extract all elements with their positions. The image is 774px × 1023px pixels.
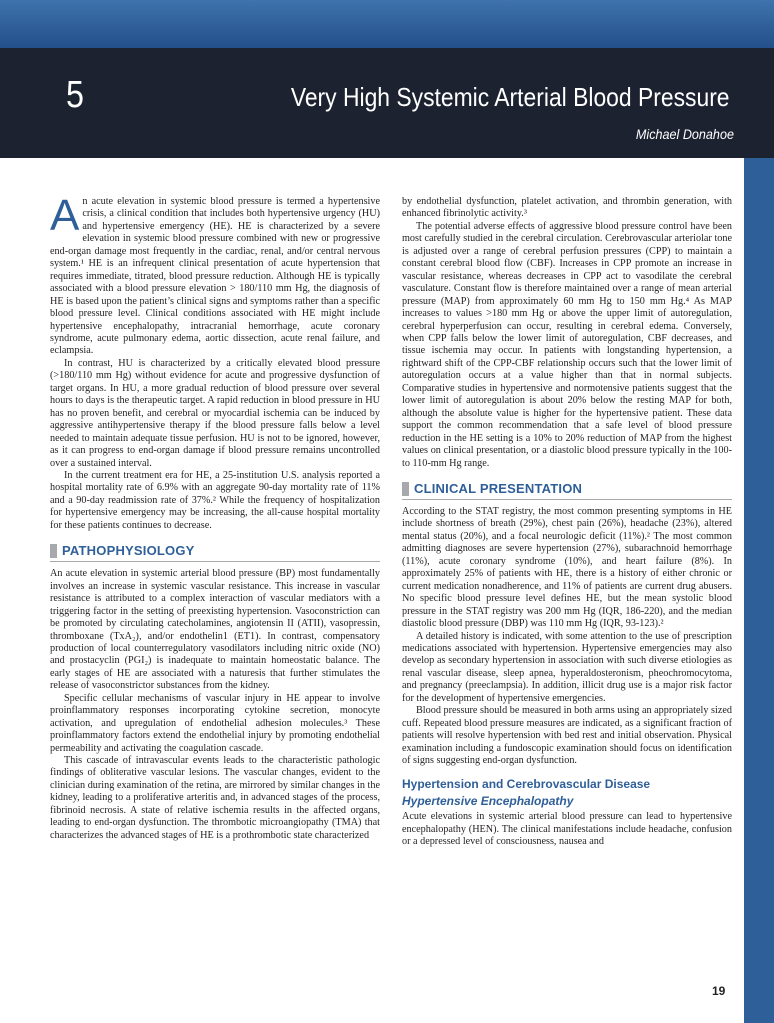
body-paragraph: Acute elevations in systemic arterial blood pressure can lead to hypertensive encephalopathy (HEN). The clinical manifestations include headache, confusion or a depressed level of consciousness, nausea and	[402, 811, 732, 848]
intro-text: n acute elevation in systemic blood pressure is termed a hypertensive crisis, a clinical condition that includes both hypertensive urgency (HU) and hypertensive emergency (HE). HE is characterized by a severe elevation in systemic blood pressure combined with new or progressive end-organ damage most frequently in the cardiac, renal, and/or central nervous system.¹ HE is an infrequent clinical presentation of acute hypertension that requires immediate, titrated, blood pressure reduction. Although HE is typically associated with a blood pressure elevation > 180/110 mm Hg, the diagnosis of HE is based upon the patient’s clinical signs and symptoms rather than a specific blood pressure level. Clinical conditions associated with HE might include hypertensive encephalopathy, intracranial hemorrhage, acute coronary syndrome, acute pulmonary edema, aortic dissection, acute renal failure, and eclampsia.	[50, 196, 380, 357]
section-marker	[50, 544, 57, 558]
subheading: Hypertension and Cerebrovascular Disease	[402, 777, 651, 792]
body-paragraph: Blood pressure should be measured in both arms using an appropriately sized cuff. Repeated blood pressure measures are indicated, as a significant fraction of patients will resolve hypertension with bed rest and initial observation. Physical examination including a fundoscopic examination should focus on identification of signs suggesting end-organ dysfunction.	[402, 705, 732, 767]
section-marker	[402, 482, 409, 496]
left-column	[50, 191, 380, 842]
sub-subheading: Hypertensive Encephalopathy	[402, 794, 574, 809]
section-heading-pathophysiology	[50, 544, 380, 558]
page-number: 19	[712, 984, 726, 998]
right-column	[402, 196, 732, 849]
section-rule	[402, 499, 732, 500]
drop-cap: A	[50, 191, 80, 240]
page-edge-tab	[744, 158, 774, 1023]
top-color-band	[0, 0, 774, 48]
body-paragraph: In contrast, HU is characterized by a critically elevated blood pressure (>180/110 mm Hg) without evidence for acute and progressive dysfunction of target organs. In HU, a more gradual reduction of blood pressure over several hours to days is the therapeutic target. A rapid reduction in blood pressure in HU has no proven benefit, and cerebral or myocardial ischemia can be induced by aggressive antihypertensive therapy if the blood pressure falls below a level needed to maintain adequate tissue perfusion. HU is not to be ignored, however, as it can progress to end-organ damage if blood pressure remains uncontrolled over a sustained interval.	[50, 357, 380, 469]
chapter-author: Michael Donahoe	[635, 126, 734, 142]
body-paragraph: In the current treatment era for HE, a 25-institution U.S. analysis reported a hospital mortality rate of 6.9% with an aggregate 90-day mortality rate of 11% and a 90-day readmission rate of 37%.² While the frequency of hospitalization for hypertensive emergency may be increasing, the all-cause hospital mortality for these patients continues to decrease.	[50, 469, 380, 531]
section-heading-clinical-presentation	[402, 482, 732, 496]
section-title: PATHOPHYSIOLOGY	[62, 543, 195, 559]
body-paragraph: According to the STAT registry, the most common presenting symptoms in HE include shortness of breath (29%), chest pain (26%), headache (23%), altered mental status (20%), and a focal neurologic deficit (11%).² The most common admitting diagnoses are severe hypertension (27%), subarachnoid hemorrhage (11%), acute coronary syndrome (10%), and heart failure (8%). In approximately 25% of patients with HE, there is a history of either chronic or current medication nonadherence, and 11% of patients are current drug abusers. No specific blood pressure level defines HE, but the mean systolic blood pressure in the STAT registry was 200 mm Hg (IQR, 186-220), and the median diastolic blood pressure (DBP) was 110 mm Hg (IQR, 93-123).²	[402, 505, 732, 630]
body-paragraph: An acute elevation in systemic arterial blood pressure (BP) most fundamentally involves an increase in systemic vascular resistance. This increase in vascular resistance is attributed to a complex interaction of vascular mediators with a triggering factor in the setting of preexisting hypertension. Vasoconstriction can be promoted by circulating catecholamines, angiotensin II (ATII), vasopressin, thromboxane (TxA₂), and/or endothelin1 (ET1). In contrast, compensatory production of local counterregulatory vasodilators including nitric oxide (NO) and prostacyclin (PGI₂) is inadequate to maintain homeostatic balance. The early stages of HE are associated with a naturesis that further stimulates the release of vasoconstrictor substances from the kidney.	[50, 568, 380, 692]
intro-paragraph	[50, 191, 380, 358]
body-paragraph: by endothelial dysfunction, platelet activation, and thrombin generation, with enhanced fibrinolytic activity.³	[402, 196, 732, 220]
section-title: CLINICAL PRESENTATION	[414, 480, 583, 496]
body-paragraph: A detailed history is indicated, with some attention to the use of prescription medications associated with hypertension. Hypertensive emergencies may also develop as secondary hypertension in association with such diverse etiologies as renal vascular disease, sleep apnea, hyperaldosteronism, pheochromocytoma, and pregnancy (preeclampsia). In addition, illicit drug use is a major risk factor for the development of hypertensive emergencies.	[402, 630, 732, 704]
body-paragraph: The potential adverse effects of aggressive blood pressure control have been most carefully studied in the cerebral circulation. Cerebrovascular arteriolar tone is adjusted over a range of cerebral perfusion pressures (CPP) to maintain a constant cerebral blood flow (CBF). Increases in CPP promote an increase in vascular resistance, whereas decreases in CPP act to vasodilate the cerebral vasculature. Constant flow is therefore maintained over a range of mean arterial pressure (MAP) from approximately 60 mm Hg to 150 mm Hg.⁴ As MAP increases to values >180 mm Hg or above the upper limit of autoregulation, cerebral hyperperfusion can occur, resulting in cerebral edema. Conversely, when CPP falls below the lower limit of autoregulation, CBF decreases, and tissue ischemia may occur. In patients with longstanding hypertension, a rightward shift of the CPP-CBF relationship occurs such that the lower limit of autoregulation occurs at a value higher than that in normal subjects. Comparative studies in hypertensive and normotensive patients suggest that the lower limit of autoregulation is about 20% below the resting MAP for both, although the absolute value is higher for the hypertensive patient. These data support the common recommendation that a safe level of blood pressure reduction in the HE setting is a 10% to 20% reduction of MAP from the highest values on clinical presentation, or a diastolic blood pressure typically in the 100- to 110-mm Hg range.	[402, 220, 732, 469]
section-rule	[50, 561, 380, 562]
body-paragraph: Specific cellular mechanisms of vascular injury in HE appear to involve proinflammatory responses incorporating cytokine secretion, monocyte activation, and upregulation of endothelial adhesion molecules.³ These proinflammatory factors extend the endothelial injury by promoting endothelial permeability and activating the coagulation cascade.	[50, 692, 380, 754]
chapter-number: 5	[66, 74, 84, 116]
body-paragraph: This cascade of intravascular events leads to the characteristic pathologic findings of obliterative vascular lesions. The vascular changes, evident to the clinician during examination of the retina, are mirrored by similar changes in the kidney, leading to a proliferative arteritis and, in advanced stages of the process, fibrinoid necrosis. A state of relative ischemia results in the affected organs, leading to end-organ dysfunction. The thrombotic microangiopathy (TMA) that characterizes the advanced stages of HE is a prothrombotic state characterized	[50, 755, 380, 841]
chapter-title: Very High Systemic Arterial Blood Pressure	[291, 82, 730, 112]
